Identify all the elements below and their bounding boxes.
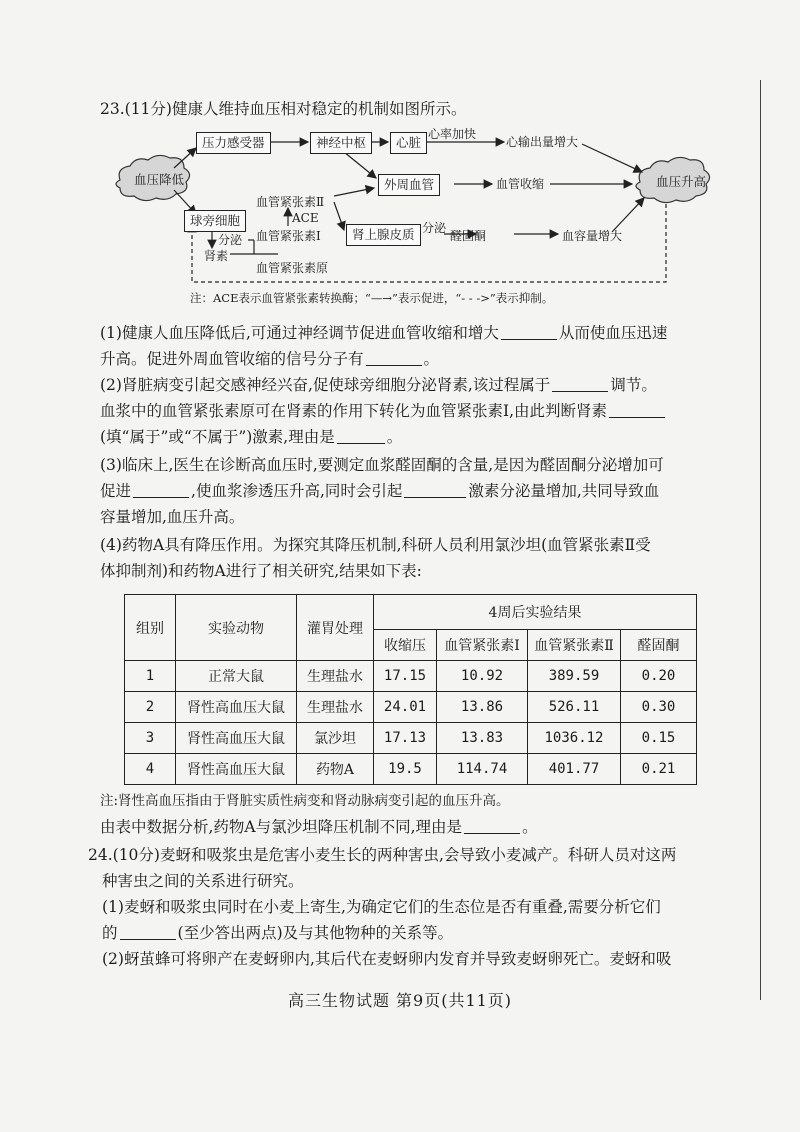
q24-block: [88, 842, 748, 972]
cell-group: 3: [125, 723, 176, 754]
table-note: 注:肾性高血压指由于肾脏实质性病变和肾动脉病变引起的血压升高。: [100, 793, 510, 809]
cell-animal: 肾性高血压大鼠: [176, 723, 297, 754]
header-systolic: 收缩压: [374, 630, 437, 661]
q24-line1: 24.(10分)麦蚜和吸浆虫是危害小麦生长的两种害虫,会导致小麦减产。科研人员对这两: [88, 846, 677, 864]
cell-animal: 肾性高血压大鼠: [176, 754, 297, 785]
q23-p4-a: (4)药物A具有降压作用。为探究其降压机制,科研人员利用氯沙坦(血管紧张素Ⅱ受: [100, 536, 651, 554]
q23-part4-question: [100, 814, 740, 840]
cell-group: 4: [125, 754, 176, 785]
q23-p3-c: ,使血浆渗透压升高,同时会引起: [191, 482, 403, 500]
q24-line4-b: (至少答出两点)及与其他物种的关系等。: [177, 924, 454, 942]
header-angiotensin2: 血管紧张素Ⅱ: [528, 630, 621, 661]
start-label: 血压降低: [134, 172, 185, 187]
cell-angiotensin2: 389.59: [528, 661, 621, 692]
q23-p4-b: 体抑制剂)和药物A进行了相关研究,结果如下表:: [100, 562, 422, 580]
cell-angiotensin1: 13.86: [437, 692, 528, 723]
cell-angiotensin1: 10.92: [437, 661, 528, 692]
q23-p3-b: 促进: [100, 482, 132, 500]
answer-blank[interactable]: [552, 375, 608, 392]
secrete1-label: 分泌: [218, 233, 243, 247]
cell-angiotensin2: 1036.12: [528, 723, 621, 754]
q24-line3: (1)麦蚜和吸浆虫同时在小麦上寄生,为确定它们的生态位是否有重叠,需要分析它们: [102, 898, 661, 916]
juxtaglomerular-box: 球旁细胞: [184, 210, 246, 232]
q24-line5: (2)蚜茧蜂可将卵产在麦蚜卵内,其后代在麦蚜卵内发育并导致麦蚜卵死亡。麦蚜和吸: [102, 950, 672, 968]
cell-animal: 肾性高血压大鼠: [176, 692, 297, 723]
cell-angiotensin1: 114.74: [437, 754, 528, 785]
end-label: 血压升高: [656, 174, 707, 189]
table-row: [125, 754, 697, 785]
angiotensin1-label: 血管紧张素Ⅰ: [256, 229, 321, 243]
header-animal: 实验动物: [176, 595, 297, 661]
cell-systolic: 17.13: [374, 723, 437, 754]
aldosterone-label: 醛固酮: [450, 229, 487, 243]
answer-blank[interactable]: [337, 427, 385, 444]
cell-group: 2: [125, 692, 176, 723]
angiotensinogen-label: 血管紧张素原: [256, 261, 329, 275]
cell-angiotensin2: 401.77: [528, 754, 621, 785]
table-row: [125, 723, 697, 754]
q23-heading: 23.(11分)健康人维持血压相对稳定的机制如图所示。: [100, 100, 467, 118]
cell-treatment: 生理盐水: [297, 661, 374, 692]
q24-line4-a: 的: [102, 924, 118, 942]
header-angiotensin1: 血管紧张素Ⅰ: [437, 630, 528, 661]
q23-p4-c: 由表中数据分析,药物A与氯沙坦降压机制不同,理由是: [100, 818, 463, 836]
blood-pressure-diagram: [112, 120, 718, 320]
table-row: [125, 692, 697, 723]
q23-part4: [100, 532, 740, 584]
pressure-receptor-box: 压力感受器: [196, 132, 271, 154]
answer-blank[interactable]: [120, 923, 176, 940]
q23-p1-d: 。: [423, 350, 440, 368]
q23-p2-c: 血浆中的血管紧张素原可在肾素的作用下转化为血管紧张素Ⅰ,由此判断肾素: [100, 402, 608, 420]
cell-treatment: 药物A: [297, 754, 374, 785]
q23-p4-d: 。: [522, 818, 538, 836]
q23-p1-c: 升高。促进外周血管收缩的信号分子有: [100, 350, 364, 368]
cell-angiotensin2: 526.11: [528, 692, 621, 723]
q23-p2-a: (2)肾脏病变引起交感神经兴奋,促使球旁细胞分泌肾素,该过程属于: [100, 376, 551, 394]
q23-p1-a: (1)健康人血压降低后,可通过神经调节促进血管收缩和增大: [100, 324, 499, 342]
heart-rate-label: 心率加快: [428, 127, 477, 141]
cell-treatment: 生理盐水: [297, 692, 374, 723]
q23-part2: [100, 372, 740, 450]
q24-line2: 种害虫之间的关系进行研究。: [102, 872, 304, 890]
ace-label: ACE: [292, 211, 319, 225]
margin-line: [760, 80, 761, 1000]
header-treatment: 灌胃处理: [297, 595, 374, 661]
cell-group: 1: [125, 661, 176, 692]
q23-p3-e: 容量增加,血压升高。: [100, 508, 245, 526]
q23-part1: [100, 320, 740, 372]
cell-systolic: 19.5: [374, 754, 437, 785]
answer-blank[interactable]: [464, 817, 520, 834]
page-footer: 高三生物试题 第9页(共11页): [287, 991, 513, 1010]
q23-part3: [100, 452, 740, 530]
angiotensin2-label: 血管紧张素Ⅱ: [256, 195, 325, 209]
cell-systolic: 24.01: [374, 692, 437, 723]
heart-box: 心脏: [390, 132, 427, 154]
answer-blank[interactable]: [501, 323, 557, 340]
answer-blank[interactable]: [404, 481, 466, 498]
q23-p2-b: 调节。: [610, 376, 657, 394]
cell-systolic: 17.15: [374, 661, 437, 692]
blood-volume-label: 血容量增大: [562, 229, 623, 243]
answer-blank[interactable]: [609, 401, 665, 418]
cell-aldosterone: 0.20: [621, 661, 697, 692]
adrenal-cortex-box: 肾上腺皮质: [346, 224, 421, 246]
cell-treatment: 氯沙坦: [297, 723, 374, 754]
cell-animal: 正常大鼠: [176, 661, 297, 692]
peripheral-vessel-box: 外周血管: [378, 174, 440, 196]
answer-blank[interactable]: [366, 349, 422, 366]
q23-p3-a: (3)临床上,医生在诊断高血压时,要测定血浆醛固酮的含量,是因为醛固酮分泌增加可: [100, 456, 664, 474]
cardiac-output-label: 心输出量增大: [506, 135, 579, 149]
header-group: 组别: [125, 595, 176, 661]
answer-blank[interactable]: [133, 481, 189, 498]
header-result: 4周后实验结果: [374, 595, 697, 630]
renin-label: 肾素: [204, 249, 229, 263]
cell-angiotensin1: 13.83: [437, 723, 528, 754]
table-row: [125, 661, 697, 692]
q23-p3-d: 激素分泌量增加,共同导致血: [468, 482, 660, 500]
cell-aldosterone: 0.21: [621, 754, 697, 785]
secrete2-label: 分泌: [422, 221, 447, 235]
results-table: [124, 594, 697, 785]
diagram-note: 注：ACE表示血管紧张素转换酶；“—→”表示促进，“- - ->”表示抑制。: [190, 291, 554, 305]
cell-aldosterone: 0.15: [621, 723, 697, 754]
q23-p2-e: 。: [386, 428, 403, 446]
q23-p2-d: (填“属于”或“不属于”)激素,理由是: [100, 428, 335, 446]
cell-aldosterone: 0.30: [621, 692, 697, 723]
nerve-center-box: 神经中枢: [310, 132, 372, 154]
header-aldosterone: 醛固酮: [621, 630, 697, 661]
vasoconstriction-label: 血管收缩: [496, 177, 545, 191]
q23-p1-b: 从而使血压迅速: [558, 324, 668, 342]
